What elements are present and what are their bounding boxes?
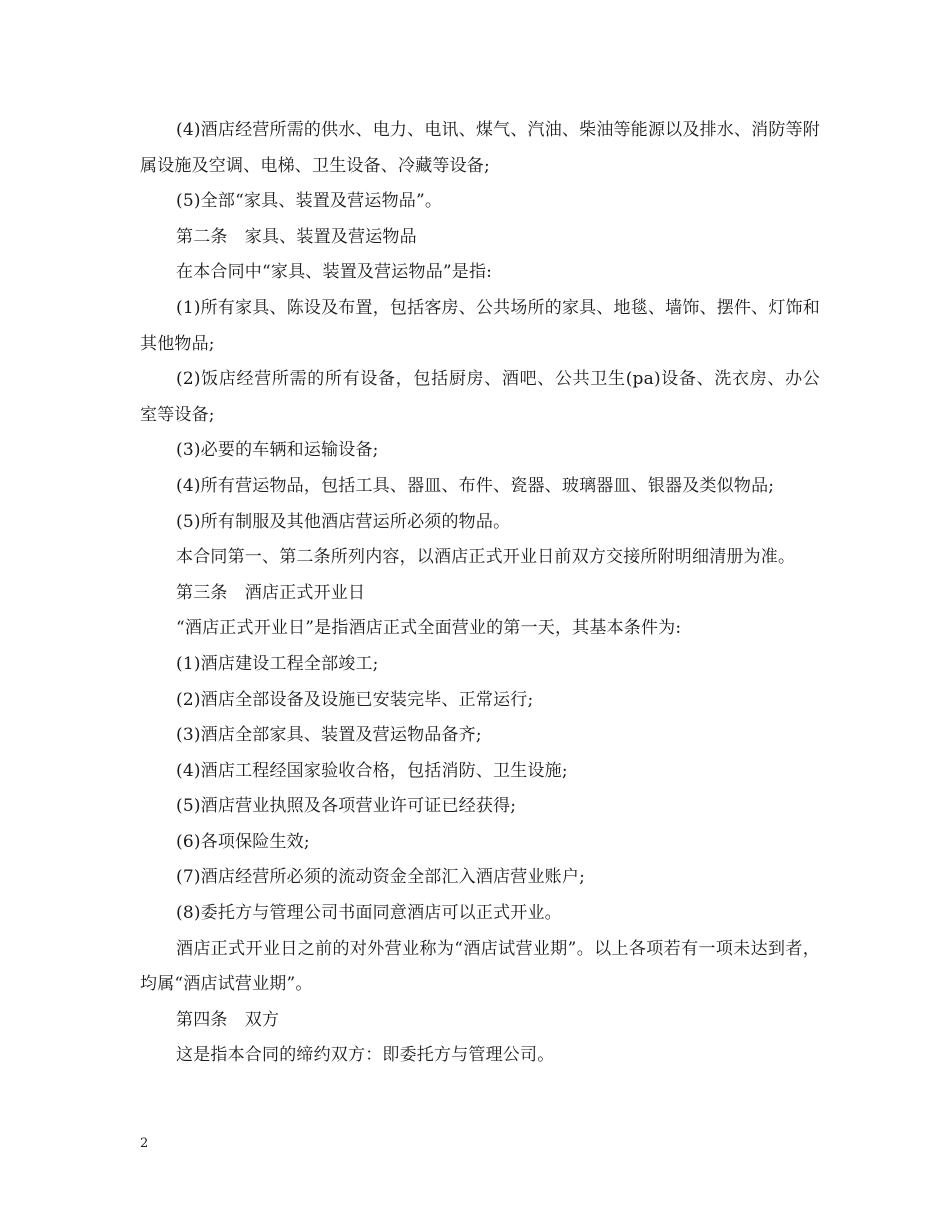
paragraph: (3)必要的车辆和运输设备; [176,440,379,461]
paragraph: (1)酒店建设工程全部竣工; [176,653,379,674]
paragraph: (7)酒店经营所必须的流动资金全部汇入酒店营业账户; [176,867,586,888]
paragraph: (4)酒店经营所需的供水、电力、电讯、煤气、汽油、柴油等能源以及排水、消防等附属设施及空调、电梯、卫生设备、冷藏等设备; [140,120,820,176]
paragraph: 本合同第一、第二条所列内容，以酒店正式开业日前双方交接所附明细清册为准。 [176,547,796,568]
paragraph: (5)全部“家具、装置及营运物品”。 [176,191,443,212]
paragraph: 酒店正式开业日之前的对外营业称为“酒店试营业期”。以上各项若有一项未达到者，均属“酒店试营业期”。 [140,938,820,995]
paragraph: (2)酒店全部设备及设施已安装完毕、正常运行; [176,689,534,710]
paragraph: (2)饭店经营所需的所有设备，包括厨房、酒吧、公共卫生(pa)设备、洗衣房、办公室等设备; [140,369,820,425]
paragraph: (8)委托方与管理公司书面同意酒店可以正式开业。 [176,903,562,924]
paragraph: (1)所有家具、陈设及布置，包括客房、公共场所的家具、地毯、墙饰、摆件、灯饰和其他物品; [140,297,820,354]
paragraph: (4)酒店工程经国家验收合格，包括消防、卫生设施; [176,760,568,781]
paragraph: 这是指本合同的缔约双方：即委托方与管理公司。 [176,1045,555,1066]
section-heading: 第二条 家具、装置及营运物品 [176,226,417,247]
paragraph: (4)所有营运物品，包括工具、器皿、布件、瓷器、玻璃器皿、银器及类似物品; [176,475,775,496]
page-number: 2 [140,1136,149,1151]
document-body [140,113,820,1074]
paragraph: (6)各项保险生效; [176,831,310,852]
section-heading: 第四条 双方 [176,1009,280,1030]
paragraph: (5)酒店营业执照及各项营业许可证已经获得; [176,796,517,817]
paragraph: “酒店正式开业日”是指酒店正式全面营业的第一天，其基本条件为: [176,618,682,639]
paragraph: (5)所有制服及其他酒店营运所必须的物品。 [176,511,511,532]
section-heading: 第三条 酒店正式开业日 [176,582,366,603]
paragraph: (3)酒店全部家具、装置及营运物品备齐; [176,725,482,746]
paragraph: 在本合同中“家具、装置及营运物品”是指: [176,262,493,283]
